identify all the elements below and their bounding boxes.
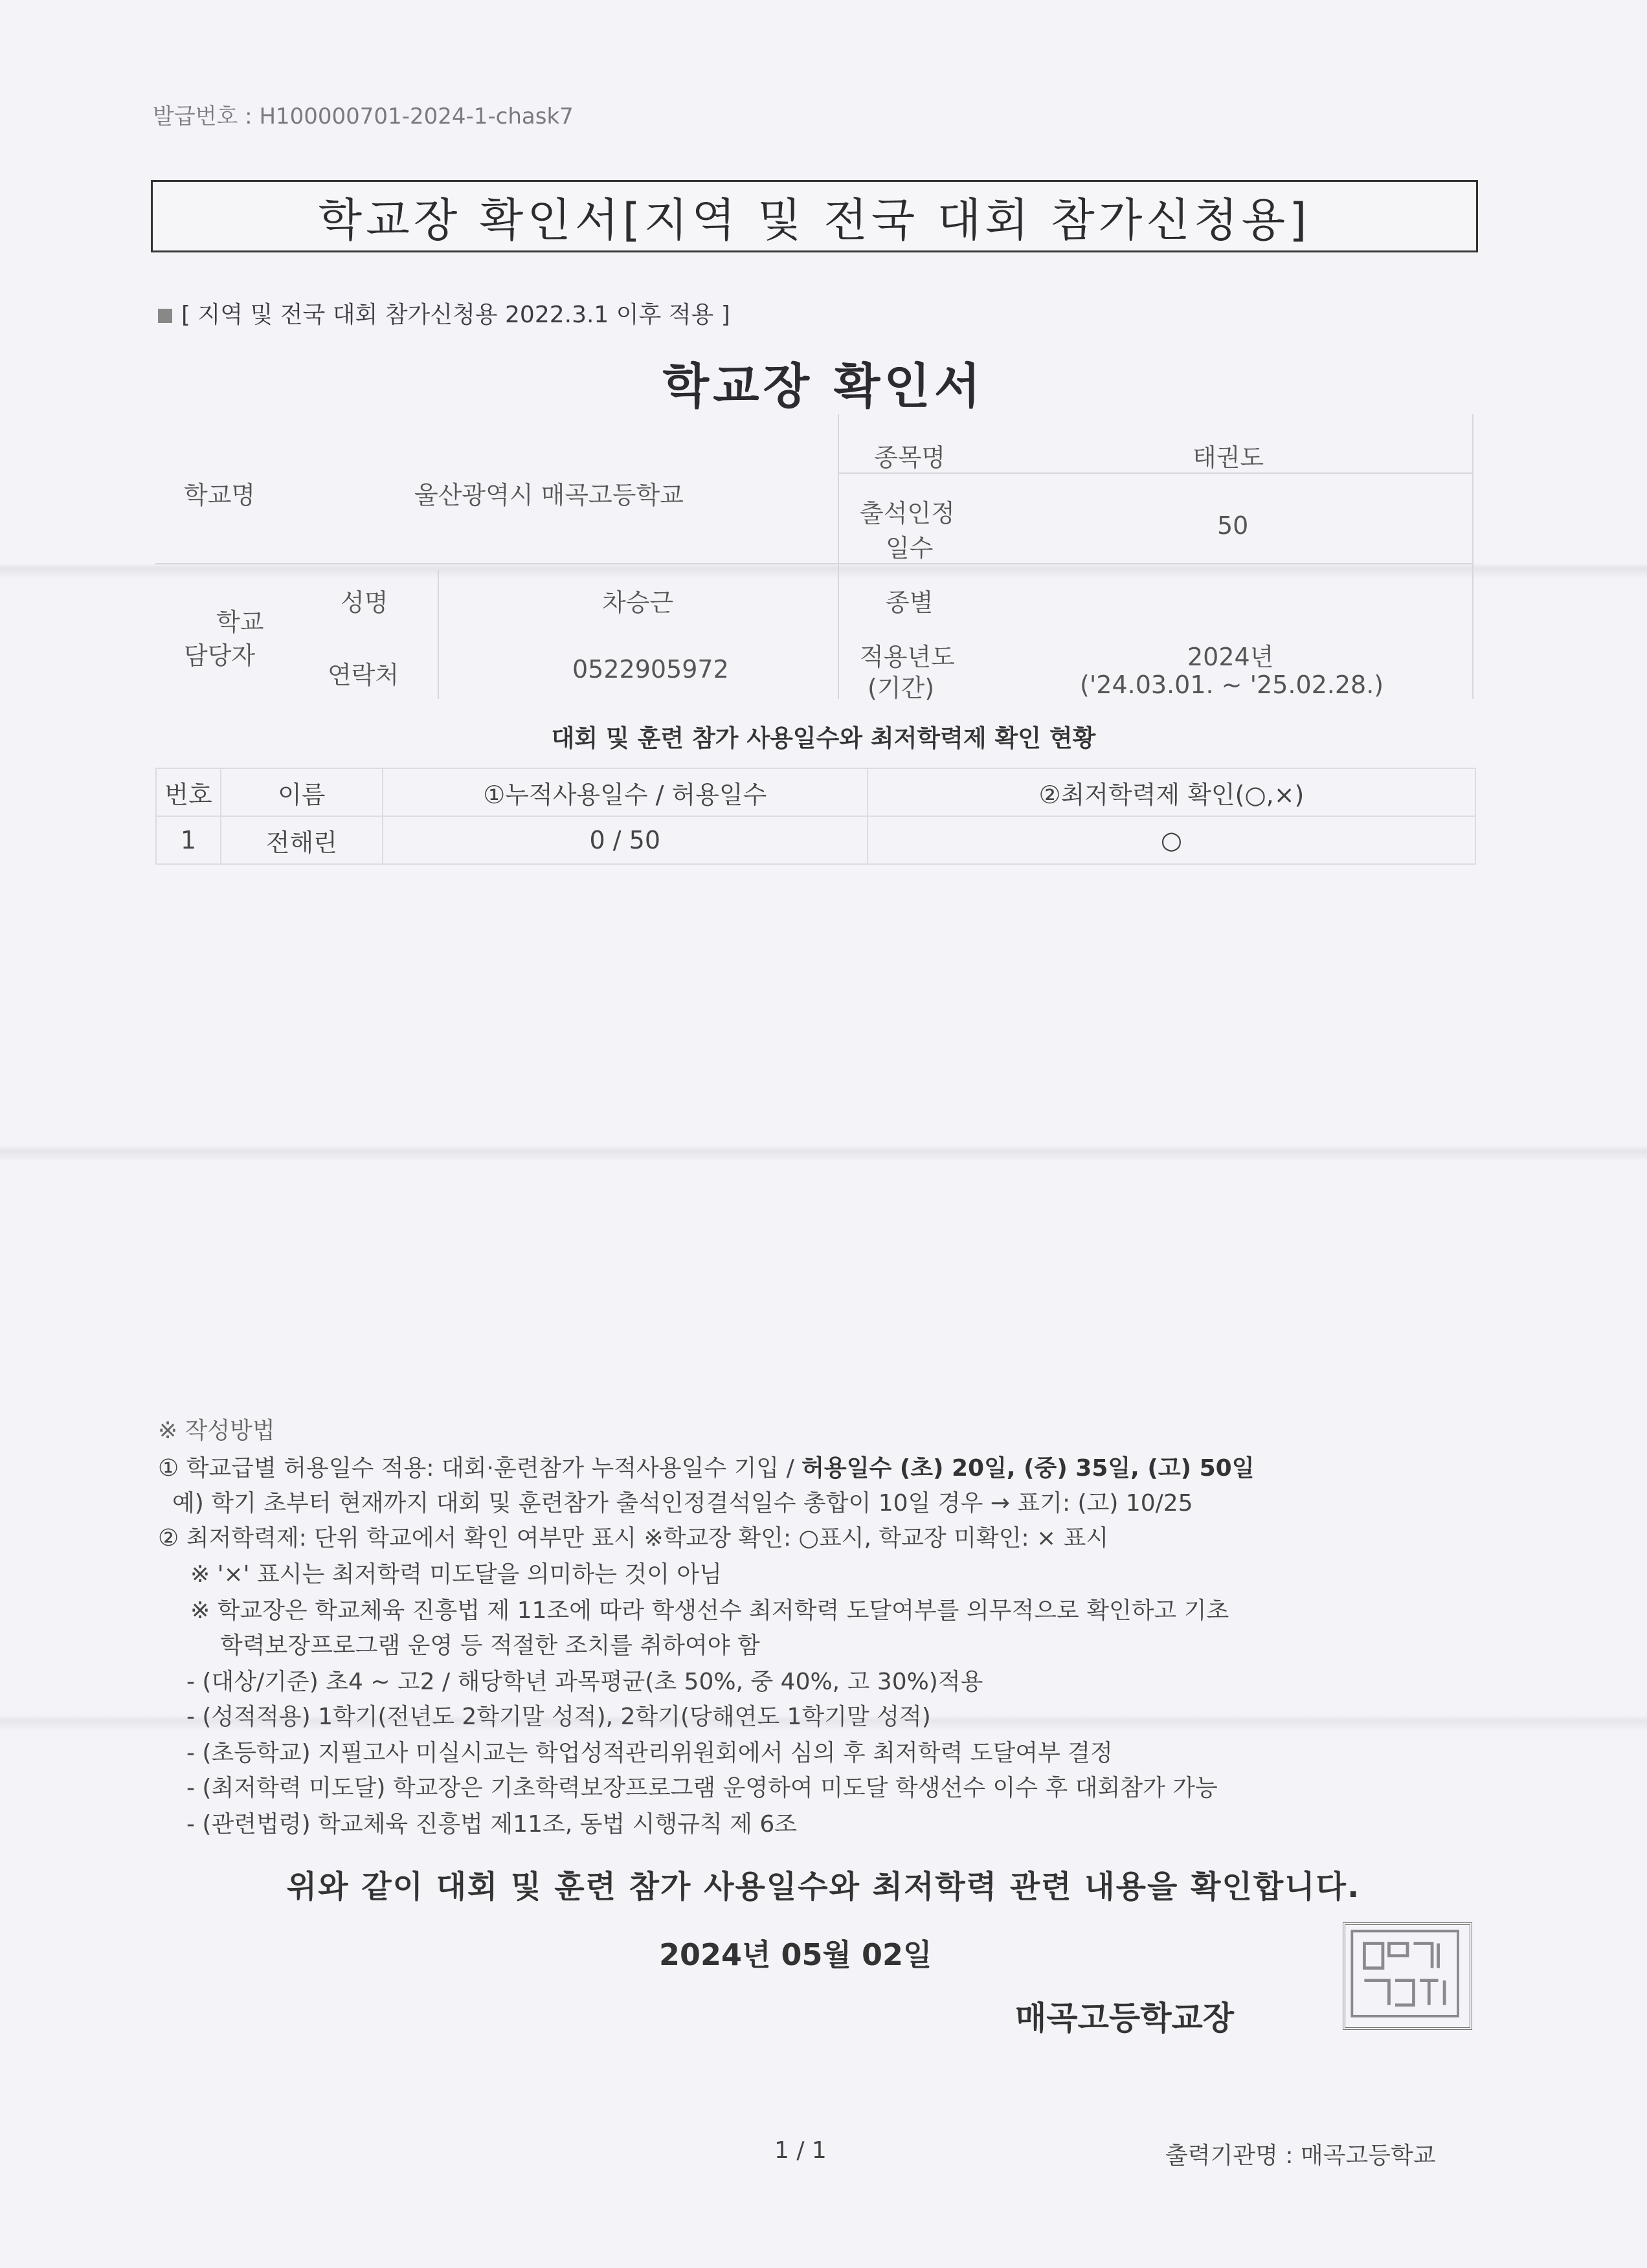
- status-table: [155, 768, 1476, 865]
- info-divider: [155, 563, 1472, 564]
- row-number: 1: [156, 816, 221, 864]
- issuing-institution: 출력기관명 : 매곡고등학교: [1165, 2142, 1436, 2169]
- guide-line-10: - (최저학력 미도달) 학교장은 기초학력보장프로그램 운영하여 미도달 학생선수 이수 후 대회참가 가능: [186, 1775, 1218, 1801]
- contact-label: 연락처: [328, 661, 399, 689]
- guide-line-11: - (관련법령) 학교체육 진흥법 제11조, 동법 시행규칙 제 6조: [186, 1811, 798, 1838]
- confirmation-statement: 위와 같이 대회 및 훈련 참가 사용일수와 최저학력 관련 내용을 확인합니다.: [286, 1869, 1361, 1905]
- guide-line-4: ※ '×' 표시는 최저학력 미도달을 의미하는 것이 아님: [190, 1561, 722, 1588]
- name-label: 성명: [341, 588, 388, 617]
- square-bullet-icon: [158, 309, 172, 323]
- issue-date: 2024년 05월 02일: [659, 1937, 932, 1972]
- page-number: 1 / 1: [774, 2137, 827, 2164]
- guide-heading: ※ 작성방법: [158, 1418, 275, 1444]
- school-seal-stamp: [1343, 1922, 1472, 2030]
- attendance-days: 50: [1217, 511, 1249, 540]
- info-divider: [438, 570, 439, 699]
- row-days: 0 / 50: [383, 816, 868, 864]
- form-note: [158, 296, 730, 329]
- issue-number: 발급번호 : H100000701-2024-1-chask7: [153, 104, 574, 129]
- school-name-label: 학교명: [184, 481, 256, 509]
- year-label-2: (기간): [868, 674, 935, 702]
- row-academic: ○: [868, 816, 1475, 864]
- info-divider: [1472, 414, 1473, 699]
- staff-name: 차승근: [602, 588, 674, 617]
- info-divider: [838, 414, 839, 699]
- period: ('24.03.01. ~ '25.02.28.): [1080, 671, 1384, 699]
- guide-line-1-bold: 허용일수 (초) 20일, (중) 35일, (고) 50일: [801, 1455, 1255, 1482]
- header-academic: ②최저학력제 확인(○,×): [868, 768, 1475, 816]
- guide-line-1: [158, 1450, 1254, 1483]
- principal-name: 매곡고등학교장: [1015, 1999, 1235, 2037]
- year: 2024년: [1187, 643, 1274, 671]
- year-label-1: 적용년도: [860, 643, 955, 671]
- guide-line-1-text: ① 학교급별 허용일수 적용: 대회·훈련참가 누적사용일수 기입 /: [158, 1455, 802, 1482]
- guide-line-7: - (대상/기준) 초4 ~ 고2 / 해당학년 과목평균(초 50%, 중 40%, 고 30%)적용: [186, 1669, 983, 1695]
- attendance-label-2: 일수: [886, 534, 934, 562]
- staff-label-1: 학교: [216, 608, 264, 636]
- guide-line-6: 학력보장프로그램 운영 등 적절한 조치를 취하여야 함: [220, 1632, 760, 1659]
- attendance-label-1: 출석인정: [860, 499, 955, 528]
- row-name: 전해린: [221, 816, 383, 864]
- school-name: 울산광역시 매곡고등학교: [414, 481, 684, 509]
- header-days: ①누적사용일수 / 허용일수: [383, 768, 868, 816]
- status-title: 대회 및 훈련 참가 사용일수와 최저학력제 확인 현황: [551, 724, 1096, 752]
- table-row: [156, 816, 1475, 864]
- sport: 태권도: [1193, 443, 1264, 472]
- sport-label: 종목명: [874, 443, 946, 472]
- document-title: 학교장 확인서: [662, 359, 985, 414]
- seal-mark: [1345, 1925, 1470, 2027]
- staff-label-2: 담당자: [184, 641, 256, 670]
- guide-line-5: ※ 학교장은 학교체육 진흥법 제 11조에 따라 학생선수 최저학력 도달여부를 의무적으로 확인하고 기초: [190, 1597, 1229, 1624]
- guide-line-8: - (성적적용) 1학기(전년도 2학기말 성적), 2학기(당해연도 1학기말 성적): [186, 1704, 931, 1730]
- category-label: 종별: [886, 588, 934, 617]
- guide-line-9: - (초등학교) 지필고사 미실시교는 학업성적관리위원회에서 심의 후 최저학력 도달여부 결정: [186, 1740, 1113, 1766]
- guide-line-3: ② 최저학력제: 단위 학교에서 확인 여부만 표시 ※학교장 확인: ○표시, 학교장 미확인: × 표시: [158, 1525, 1109, 1551]
- table-header-row: [156, 768, 1475, 816]
- form-note-text: [ 지역 및 전국 대회 참가신청용 2022.3.1 이후 적용 ]: [181, 302, 730, 328]
- header-number: 번호: [156, 768, 221, 816]
- guide-line-2: 예) 학기 초부터 현재까지 대회 및 훈련참가 출석인정결석일수 총합이 10일 경우 → 표기: (고) 10/25: [172, 1490, 1193, 1517]
- header-title: 학교장 확인서[지역 및 전국 대회 참가신청용]: [151, 180, 1478, 252]
- contact: 0522905972: [572, 655, 729, 684]
- header-name: 이름: [221, 768, 383, 816]
